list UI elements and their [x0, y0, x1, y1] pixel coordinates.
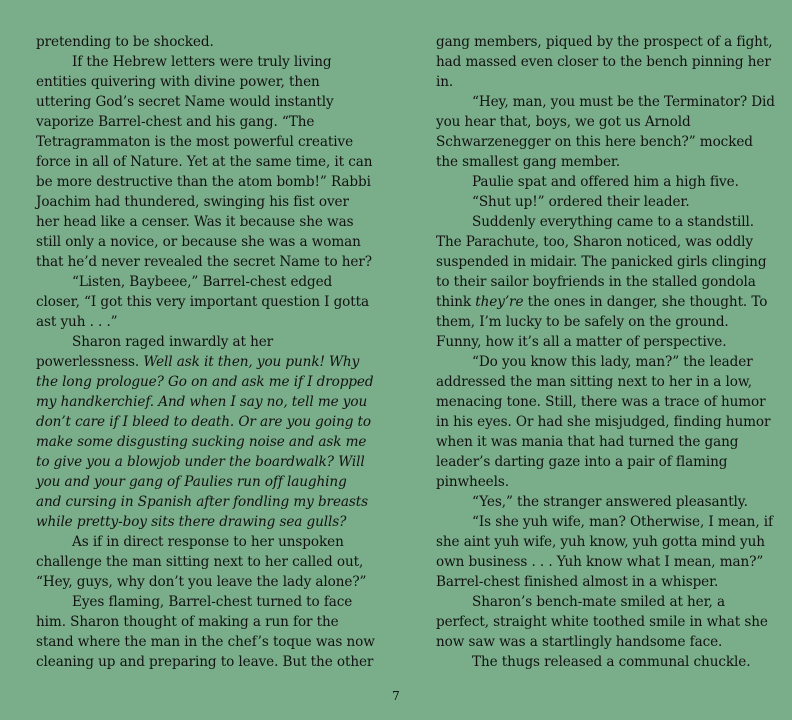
paragraph: “Is she yuh wife, man? Otherwise, I mean, if she aint yuh wife, yuh know, yuh gotta mind yuh own business . . . Yuh know what I mean, man?” Barrel-chest finished almost in a whisper.	[436, 514, 773, 590]
paragraph: pretending to be shocked.	[36, 34, 214, 50]
page-number: 7	[392, 689, 400, 703]
paragraph-text: Sharon raged inwardly at her powerlessness.	[36, 334, 274, 370]
right-column	[436, 32, 776, 672]
paragraph: Eyes flaming, Barrel-chest turned to face him. Sharon thought of making a run for the stand where the man in the chef’s toque was now cleaning up and preparing to leave. But the other	[36, 594, 375, 670]
paragraph-italic-text: they’re	[475, 294, 524, 310]
paragraph: “Listen, Baybeee,” Barrel-chest edged closer, “I got this very important question I gotta ast yuh . . .”	[36, 274, 369, 330]
paragraph: “Hey, man, you must be the Terminator? Did you hear that, boys, we got us Arnold Schwarzenegger on this here bench?” mocked the smallest gang member.	[436, 94, 775, 170]
paragraph	[436, 212, 776, 352]
paragraph-text: the ones in danger, she thought. To them, I’m lucky to be safely on the ground. Funny, how it’s all a matter of perspective.	[436, 294, 768, 350]
paragraph: “Do you know this lady, man?” the leader addressed the man sitting next to her in a low, menacing tone. Still, there was a trace of humor in his eyes. Or had she misjudged, finding humor when it was mania that had turned the gang leader’s darting gaze into a pair of flaming pinwheels.	[436, 354, 771, 490]
paragraph: Paulie spat and offered him a high five.	[472, 174, 739, 190]
paragraph: If the Hebrew letters were truly living entities quivering with divine power, then uttering God’s secret Name would instantly vaporize Barrel-chest and his gang. “The Tetragrammaton is the most powerful creative force in all of Nature. Yet at the same time, it can be more destructive than the atom bomb!” Rabbi Joachim had thundered, swinging his fist over her head like a censer. Was it because she was still only a novice, or because she was a woman that he’d never revealed the secret Name to her?	[36, 54, 373, 270]
paragraph: gang members, piqued by the prospect of a fight, had massed even closer to the bench pinning her in.	[436, 34, 773, 90]
paragraph: Sharon’s bench-mate smiled at her, a perfect, straight white toothed smile in what she now saw was a startlingly handsome face.	[436, 594, 768, 650]
paragraph: The thugs released a communal chuckle.	[472, 654, 751, 670]
paragraph	[36, 332, 376, 532]
paragraph-text: Suddenly everything came to a standstill. The Parachute, too, Sharon noticed, was oddly suspended in midair. The panicked girls clinging to their sailor boyfriends in the stalled gondola think	[436, 214, 767, 310]
paragraph: “Shut up!” ordered their leader.	[472, 194, 690, 210]
paragraph: As if in direct response to her unspoken challenge the man sitting next to her called out, “Hey, guys, why don’t you leave the lady alone?”	[36, 534, 367, 590]
paragraph-italic-text: Well ask it then, you punk! Why the long prologue? Go on and ask me if I dropped my handkerchief. And when I say no, tell me you don’t care if I bleed to death. Or are you going to make some disgusting sucking noise and ask me to give you a blowjob under the boardwalk? Will you and your gang of Paulies run off laughing and cursing in Spanish after fondling my breasts while pretty-boy sits there drawing sea gulls?	[36, 354, 374, 530]
paragraph: “Yes,” the stranger answered pleasantly.	[472, 494, 748, 510]
left-column	[36, 32, 376, 672]
